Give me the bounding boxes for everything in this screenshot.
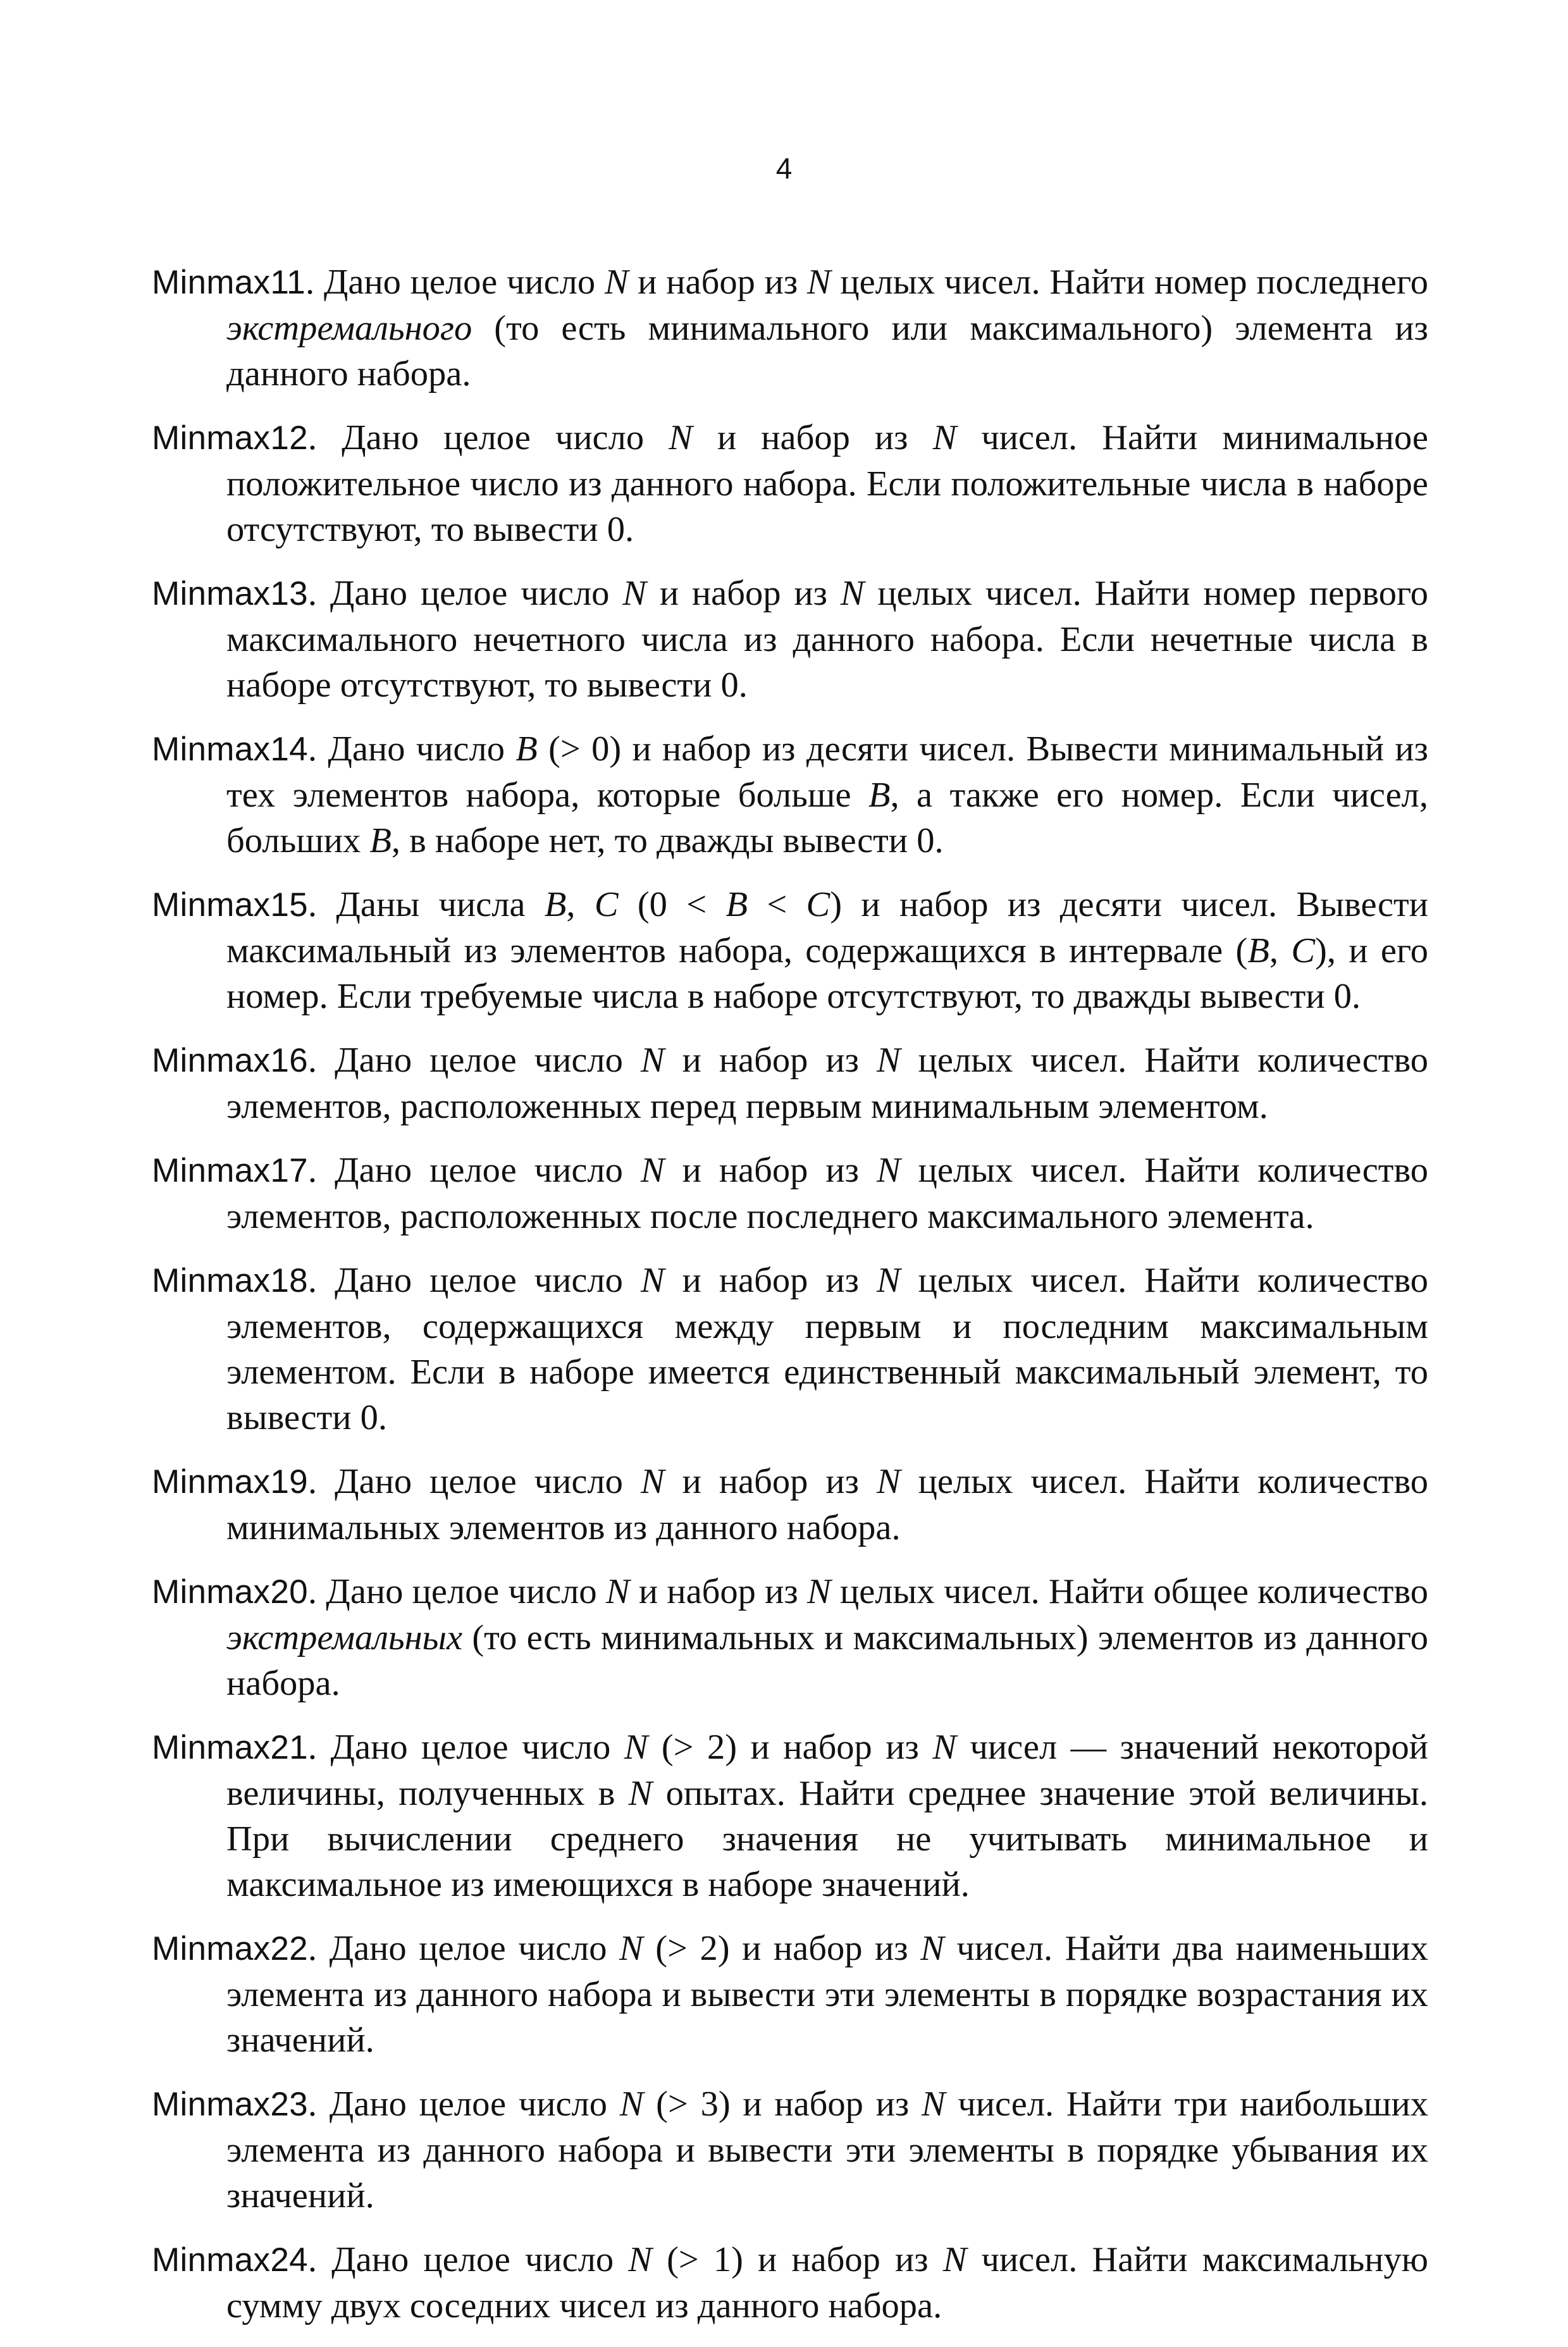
task-text: . Дано целое число bbox=[307, 1261, 641, 1300]
task-text-italic: N bbox=[876, 1261, 901, 1300]
task-id: Minmax14 bbox=[152, 731, 308, 768]
task-text: (0 < bbox=[618, 885, 726, 924]
task-list bbox=[152, 259, 1428, 2347]
task-text-italic: N bbox=[806, 263, 831, 302]
task-text-italic: N bbox=[622, 574, 646, 613]
task-text-italic: N bbox=[619, 1929, 643, 1968]
task-item bbox=[152, 571, 1428, 708]
task-text: (> 3) и набор из bbox=[643, 2084, 922, 2124]
task-text: и набор из bbox=[664, 1462, 877, 1501]
task-text-italic: N bbox=[619, 2084, 644, 2124]
task-text: ) и набор из десяти чисел. Вывести максимальный из элементов набора, содержащихся в интервале ( bbox=[226, 885, 1428, 970]
task-text: опытах. Найти среднее значение этой величины. При вычислении среднего значения не учитывать минимальное и максимальное из имеющихся в наборе значений. bbox=[226, 1774, 1428, 1904]
task-text: чисел. Найти три наибольших элемента из данного набора и вывести эти элементы в порядке убывания их значений. bbox=[226, 2084, 1428, 2215]
task-text: (> 2) и набор из bbox=[648, 1728, 933, 1767]
task-text: целых чисел. Найти номер первого максимального нечетного числа из данного набора. Если нечетные числа в наборе отсутствуют, то вывести 0. bbox=[226, 574, 1428, 705]
task-text: целых чисел. Найти номер последнего bbox=[830, 263, 1428, 302]
task-item bbox=[152, 726, 1428, 864]
task-text: , а также его номер. Если чисел, больших bbox=[226, 776, 1428, 860]
task-text-italic: N bbox=[942, 2240, 967, 2279]
task-item bbox=[152, 415, 1428, 552]
task-text-italic: N bbox=[932, 1728, 956, 1767]
task-text-italic: N bbox=[605, 1572, 630, 1611]
task-text: целых чисел. Найти количество элементов, расположенных после последнего максимального элемента. bbox=[226, 1151, 1429, 1236]
task-text: (то есть минимального или максимального) элемента из данного набора. bbox=[226, 309, 1428, 393]
task-text: и набор из bbox=[646, 574, 841, 613]
task-text-italic: N bbox=[876, 1462, 901, 1501]
task-item bbox=[152, 1459, 1428, 1551]
task-text-italic: N bbox=[669, 418, 693, 457]
task-id: Minmax23 bbox=[152, 2086, 308, 2123]
task-id: Minmax19 bbox=[152, 1463, 308, 1501]
task-text: целых чисел. Найти общее количество bbox=[830, 1572, 1428, 1611]
task-text: (> 2) и набор из bbox=[643, 1929, 921, 1968]
task-text: , bbox=[1269, 931, 1292, 970]
task-text: . Дано целое число bbox=[307, 574, 623, 613]
task-item bbox=[152, 1037, 1428, 1129]
task-item bbox=[152, 1926, 1428, 2063]
task-text: . Дано целое число bbox=[307, 1151, 641, 1190]
task-text-italic: N bbox=[921, 2084, 946, 2124]
task-text: ), и его номер. Если требуемые числа в наборе отсутствуют, то дважды вывести 0. bbox=[226, 931, 1428, 1016]
task-text: . Дано число bbox=[307, 729, 516, 769]
task-id: Minmax13 bbox=[152, 575, 308, 612]
task-text: и набор из bbox=[692, 418, 933, 457]
task-text: целых чисел. Найти количество элементов, содержащихся между первым и последним максимальным элементом. Если в наборе имеется единственный максимальный элемент, то вывести 0. bbox=[226, 1261, 1429, 1437]
task-text: . Дано целое число bbox=[307, 2084, 620, 2124]
task-text: чисел. Найти два наименьших элемента из данного набора и вывести эти элементы в порядке возрастания их значений. bbox=[226, 1929, 1428, 2060]
task-text-italic: N bbox=[624, 1728, 648, 1767]
task-text: и набор из bbox=[664, 1151, 877, 1190]
task-text-italic: N bbox=[640, 1261, 665, 1300]
task-text-italic: B bbox=[868, 776, 891, 815]
task-text-italic: экстремального bbox=[226, 309, 472, 348]
task-item bbox=[152, 1725, 1428, 1907]
task-text-italic: N bbox=[628, 2240, 652, 2279]
task-text: . Дано целое число bbox=[307, 1728, 624, 1767]
task-text-italic: N bbox=[807, 1572, 831, 1611]
task-text-italic: N bbox=[876, 1041, 901, 1080]
task-text: < bbox=[748, 885, 806, 924]
task-id: Minmax24 bbox=[152, 2241, 308, 2279]
task-text-italic: N bbox=[640, 1462, 665, 1501]
task-id: Minmax21 bbox=[152, 1729, 308, 1766]
task-text-italic: N bbox=[628, 1774, 653, 1813]
task-text: . Дано целое число bbox=[307, 1929, 620, 1968]
task-item bbox=[152, 1258, 1428, 1440]
task-text-italic: N bbox=[920, 1929, 944, 1968]
task-id: Minmax20 bbox=[152, 1573, 308, 1611]
task-text: (> 1) и набор из bbox=[651, 2240, 943, 2279]
task-text: и набор из bbox=[628, 263, 807, 302]
task-text-italic: C bbox=[806, 885, 830, 924]
task-text: . Дано целое число bbox=[307, 1041, 641, 1080]
task-text: . Даны числа bbox=[307, 885, 545, 924]
task-id: Minmax18 bbox=[152, 1262, 308, 1299]
task-item bbox=[152, 2081, 1428, 2219]
task-id: Minmax22 bbox=[152, 1930, 308, 1967]
task-text-italic: B bbox=[1247, 931, 1269, 970]
task-text: , в наборе нет, то дважды вывести 0. bbox=[391, 821, 944, 860]
task-item bbox=[152, 1148, 1428, 1239]
task-text: . Дано целое число bbox=[305, 263, 605, 302]
task-text: . Дано целое число bbox=[307, 1572, 606, 1611]
task-item bbox=[152, 1569, 1428, 1706]
task-text: и набор из bbox=[629, 1572, 807, 1611]
task-text: (то есть минимальных и максимальных) элементов из данного набора. bbox=[226, 1618, 1428, 1703]
task-text-italic: C bbox=[1291, 931, 1316, 970]
task-id: Minmax16 bbox=[152, 1042, 308, 1079]
task-text-italic: экстремальных bbox=[226, 1618, 463, 1657]
task-text: и набор из bbox=[664, 1041, 877, 1080]
task-text: чисел. Найти минимальное положительное число из данного набора. Если положительные числа в наборе отсутствуют, то вывести 0. bbox=[226, 418, 1428, 549]
task-text: , bbox=[566, 885, 595, 924]
task-text: и набор из bbox=[664, 1261, 877, 1300]
task-text-italic: N bbox=[840, 574, 865, 613]
task-text-italic: B bbox=[725, 885, 748, 924]
task-text-italic: B bbox=[515, 729, 538, 769]
task-text-italic: N bbox=[876, 1151, 901, 1190]
task-text-italic: N bbox=[604, 263, 629, 302]
task-text: . Дано целое число bbox=[307, 418, 669, 457]
task-text-italic: N bbox=[640, 1151, 665, 1190]
task-text: целых чисел. Найти количество минимальных элементов из данного набора. bbox=[226, 1462, 1429, 1547]
task-text: чисел — значений некоторой величины, полученных в bbox=[226, 1728, 1428, 1813]
task-text-italic: C bbox=[594, 885, 619, 924]
task-item bbox=[152, 259, 1428, 397]
task-id: Minmax17 bbox=[152, 1152, 308, 1189]
task-item bbox=[152, 882, 1428, 1019]
task-item bbox=[152, 2237, 1428, 2329]
task-text: . Дано целое число bbox=[307, 1462, 641, 1501]
task-text: (> 0) и набор из десяти чисел. Вывести минимальный из тех элементов набора, которые больше bbox=[226, 729, 1428, 815]
task-text-italic: B bbox=[544, 885, 567, 924]
task-text: чисел. Найти максимальную сумму двух соседних чисел из данного набора. bbox=[226, 2240, 1428, 2325]
task-text-italic: N bbox=[640, 1041, 665, 1080]
page-number: 4 bbox=[775, 152, 793, 185]
task-id: Minmax15 bbox=[152, 886, 308, 924]
task-id: Minmax12 bbox=[152, 419, 308, 457]
task-id: Minmax11 bbox=[152, 264, 306, 301]
task-text-italic: N bbox=[932, 418, 957, 457]
task-text-italic: B bbox=[369, 821, 392, 860]
task-text: целых чисел. Найти количество элементов, расположенных перед первым минимальным элементом. bbox=[226, 1041, 1429, 1126]
task-text: . Дано целое число bbox=[307, 2240, 629, 2279]
